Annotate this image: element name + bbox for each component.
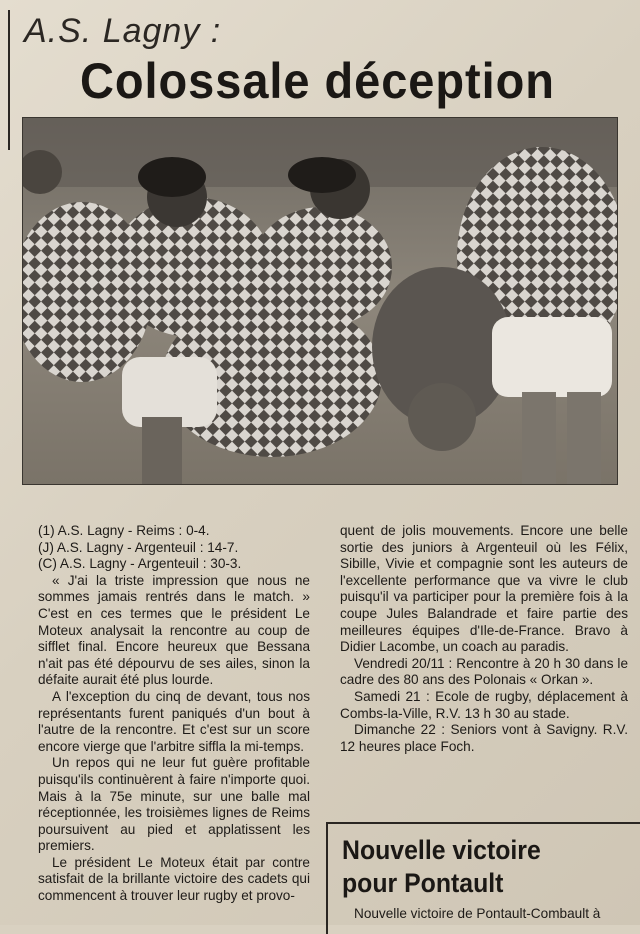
article-paragraph: A l'exception du cinq de devant, tous nos représentants furent paniqués d'un bout à l'autre de la rencontre. Et c'est sur un score encore vierge que l'arbitre siffla la mi-temps. [38, 688, 310, 754]
right-text-column [340, 523, 628, 755]
sidebar-title-line: Nouvelle victoire [342, 835, 541, 865]
result-line: (C) A.S. Lagny - Argenteuil : 30-3. [38, 556, 242, 572]
result-line: (J) A.S. Lagny - Argenteuil : 14-7. [38, 539, 239, 555]
article-paragraph: Un repos qui ne leur fut guère profitable puisqu'ils continuèrent à faire n'importe quoi. Mais à la 75e minute, sur une balle mal réceptionnée, les troisièmes lignes de Reims poursuivent au pied et applatissent les premiers. [38, 755, 310, 854]
schedule-item: Vendredi 20/11 : Rencontre à 20 h 30 dans le cadre des 80 ans des Polonais « Orkan ». [340, 655, 628, 688]
article-headline: Colossale déception [80, 53, 555, 109]
article-paragraph: Le président Le Moteux était par contre satisfait de la brillante victoire des cadets qui commencent à trouver leur rugby et provo- [38, 854, 310, 904]
schedule-item: Dimanche 22 : Seniors vont à Savigny. R.V. 12 heures place Foch. [340, 722, 628, 754]
rugby-scrum-photo [22, 117, 618, 485]
schedule-item: Samedi 21 : Ecole de rugby, déplacement à Combs-la-Ville, R.V. 13 h 30 au stade. [340, 688, 628, 721]
article-kicker: A.S. Lagny : [24, 12, 222, 50]
left-text-column [38, 523, 310, 905]
sidebar-story-lede: Nouvelle victoire de Pontault-Combault à [354, 906, 601, 921]
article-paragraph: quent de jolis mouvements. Encore une belle sortie des juniors à Argenteuil où les Félix, Sibille, Vivie et compagnie sont les auteurs de l'excellente performance que va vivre le club puisqu'il va participer pour la première fois à la coupe Jules Balandrade et faire partie des meilleures équipes d'Ile-de-France. Bravo à Didier Lacombe, un coach au paradis. [340, 523, 628, 655]
result-line: (1) A.S. Lagny - Reims : 0-4. [38, 523, 210, 538]
sidebar-title-line: pour Pontault [342, 868, 504, 898]
column-rule [8, 10, 10, 150]
article-paragraph: « J'ai la triste impression que nous ne sommes jamais rentrés dans le match. » C'est en ces termes que le président Le Moteux analysait la rencontre au coup de sifflet final. Encore heureux que Bessana n'ait pas été dépourvu de ses ailes, sinon la défaite aurait été plus lourde. [38, 572, 310, 688]
sidebar-story-title [342, 834, 609, 900]
